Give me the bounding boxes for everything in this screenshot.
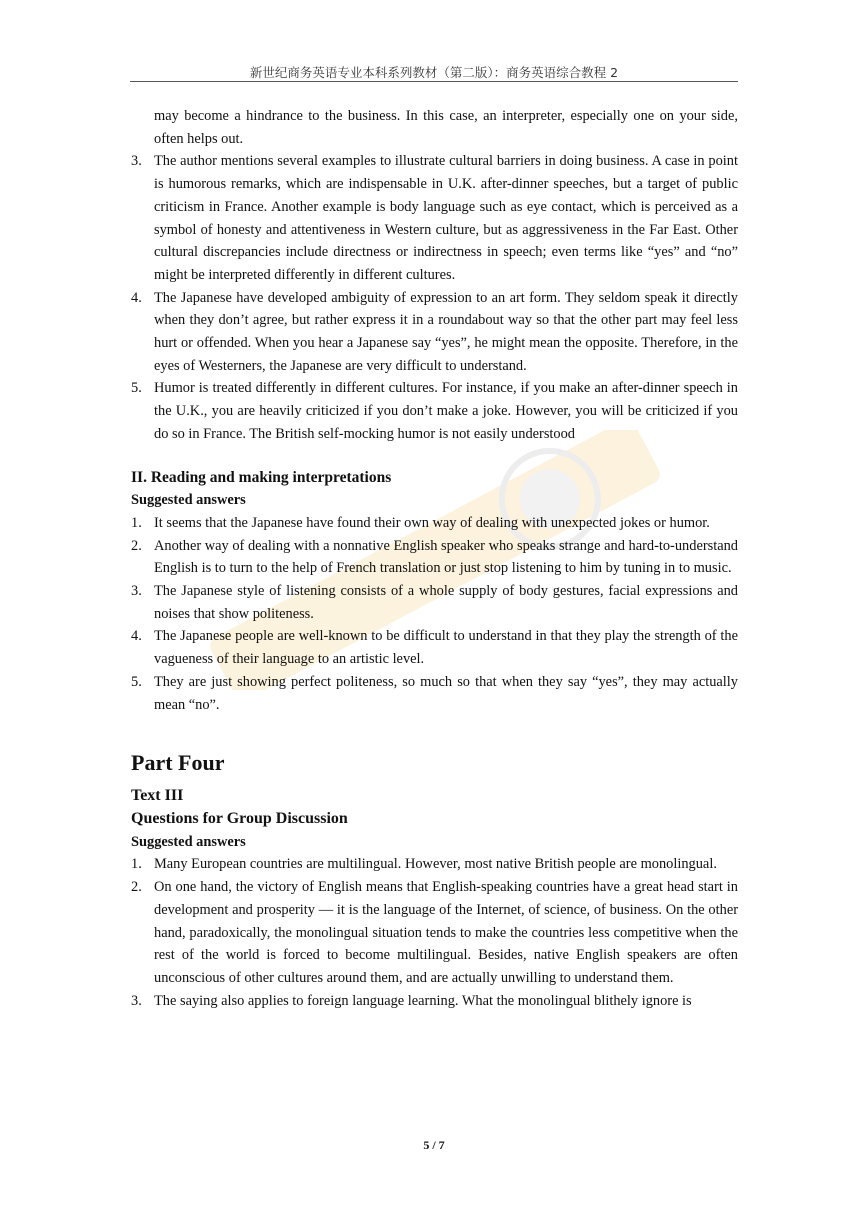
item-text: Humor is treated differently in different cultures. For instance, if you make an after-dinner speech in the U.K., you are heavily criticized if you don’t make a joke. However, you will be criticized if you do so in France. The British self-mocking humor is not easily understood bbox=[154, 380, 738, 442]
list-item bbox=[131, 535, 738, 580]
suggested-answers-label: Suggested answers bbox=[131, 833, 246, 850]
header-rule bbox=[130, 81, 738, 82]
item-number: 1. bbox=[131, 856, 142, 873]
item-number: 2. bbox=[131, 537, 142, 554]
item-text: Many European countries are multilingual. However, most native British people are monolingual. bbox=[154, 856, 717, 873]
item-number: 3. bbox=[131, 583, 142, 600]
part-four-list bbox=[131, 853, 738, 1012]
item-number: 3. bbox=[131, 153, 142, 170]
page-content bbox=[131, 105, 738, 1012]
item-text: Another way of dealing with a nonnative English speaker who speaks strange and hard-to-understand English is to turn to the help of French translation or just stop listening to him by tuning in to music. bbox=[154, 537, 738, 577]
section-heading: II. Reading and making interpretations bbox=[131, 468, 392, 486]
item-number: 2. bbox=[131, 879, 142, 896]
item-text: The saying also applies to foreign language learning. What the monolingual blithely ignore is bbox=[154, 992, 692, 1009]
list-item bbox=[131, 512, 738, 535]
item-number: 1. bbox=[131, 514, 142, 531]
running-header: 新世纪商务英语专业本科系列教材（第二版）：商务英语综合教程 2 bbox=[249, 65, 619, 80]
list-item bbox=[131, 853, 738, 876]
item-text: The Japanese people are well-known to be difficult to understand in that they play the strength of the vagueness of their language to an artistic level. bbox=[154, 628, 738, 668]
part-heading: Part Four bbox=[131, 750, 225, 776]
list-item bbox=[131, 625, 738, 670]
item-number: 5. bbox=[131, 673, 142, 690]
list-item bbox=[131, 671, 738, 716]
suggested-answers-label: Suggested answers bbox=[131, 492, 246, 509]
item-number: 5. bbox=[131, 380, 142, 397]
page-number: 5 / 7 bbox=[423, 1138, 445, 1152]
item-text: The Japanese have developed ambiguity of expression to an art form. They seldom speak it directly when they don’t agree, but rather express it in a roundabout way so that the other part may feel less hurt or offended. When you hear a Japanese say “yes”, he might mean the opposite. Therefore, in the eyes of Westerners, the Japanese are very difficult to understand. bbox=[154, 289, 738, 374]
section-two-list bbox=[131, 512, 738, 716]
item-text: The Japanese style of listening consists of a whole supply of body gestures, facial expressions and noises that show politeness. bbox=[154, 583, 738, 622]
questions-heading: Questions for Group Discussion bbox=[131, 809, 348, 827]
item-number: 4. bbox=[131, 289, 142, 306]
text-heading: Text III bbox=[131, 787, 184, 805]
item-text: It seems that the Japanese have found their own way of dealing with unexpected jokes or humor. bbox=[154, 514, 710, 531]
continuation-paragraph: may become a hindrance to the business. In this case, an interpreter, especially one on your side, often helps out. bbox=[154, 108, 738, 147]
list-item bbox=[131, 150, 738, 286]
list-item bbox=[131, 580, 738, 625]
part-one-list bbox=[131, 150, 738, 445]
item-text: The author mentions several examples to illustrate cultural barriers in doing business. A case in point is humorous remarks, which are indispensable in U.K. after-dinner speeches, but a target of public criticism in France. Another example is body language such as eye contact, which is perceived as a symbol of honesty and attentiveness in Western culture, but as aggressiveness in the Far East. Other cultural discrepancies include directness or indirectness in speech; even terms like “yes” and “no” might be interpreted differently in different cultures. bbox=[154, 153, 738, 283]
item-text: On one hand, the victory of English means that English-speaking countries have a great head start in development and prosperity — it is the language of the Internet, of science, of business. On the other hand, paradoxically, the monolingual situation tends to make the countries less competitive when the rest of the world is forced to become multilingual. Besides, native English speakers are often unconscious of other cultures around them, and are actually unwilling to understand them. bbox=[154, 879, 738, 986]
item-number: 4. bbox=[131, 628, 142, 645]
item-text: They are just showing perfect politeness, so much so that when they say “yes”, they may actually mean “no”. bbox=[154, 673, 738, 713]
list-item bbox=[131, 990, 738, 1013]
item-number: 3. bbox=[131, 992, 142, 1009]
list-item bbox=[131, 287, 738, 378]
list-item bbox=[131, 876, 738, 990]
list-item bbox=[131, 377, 738, 445]
